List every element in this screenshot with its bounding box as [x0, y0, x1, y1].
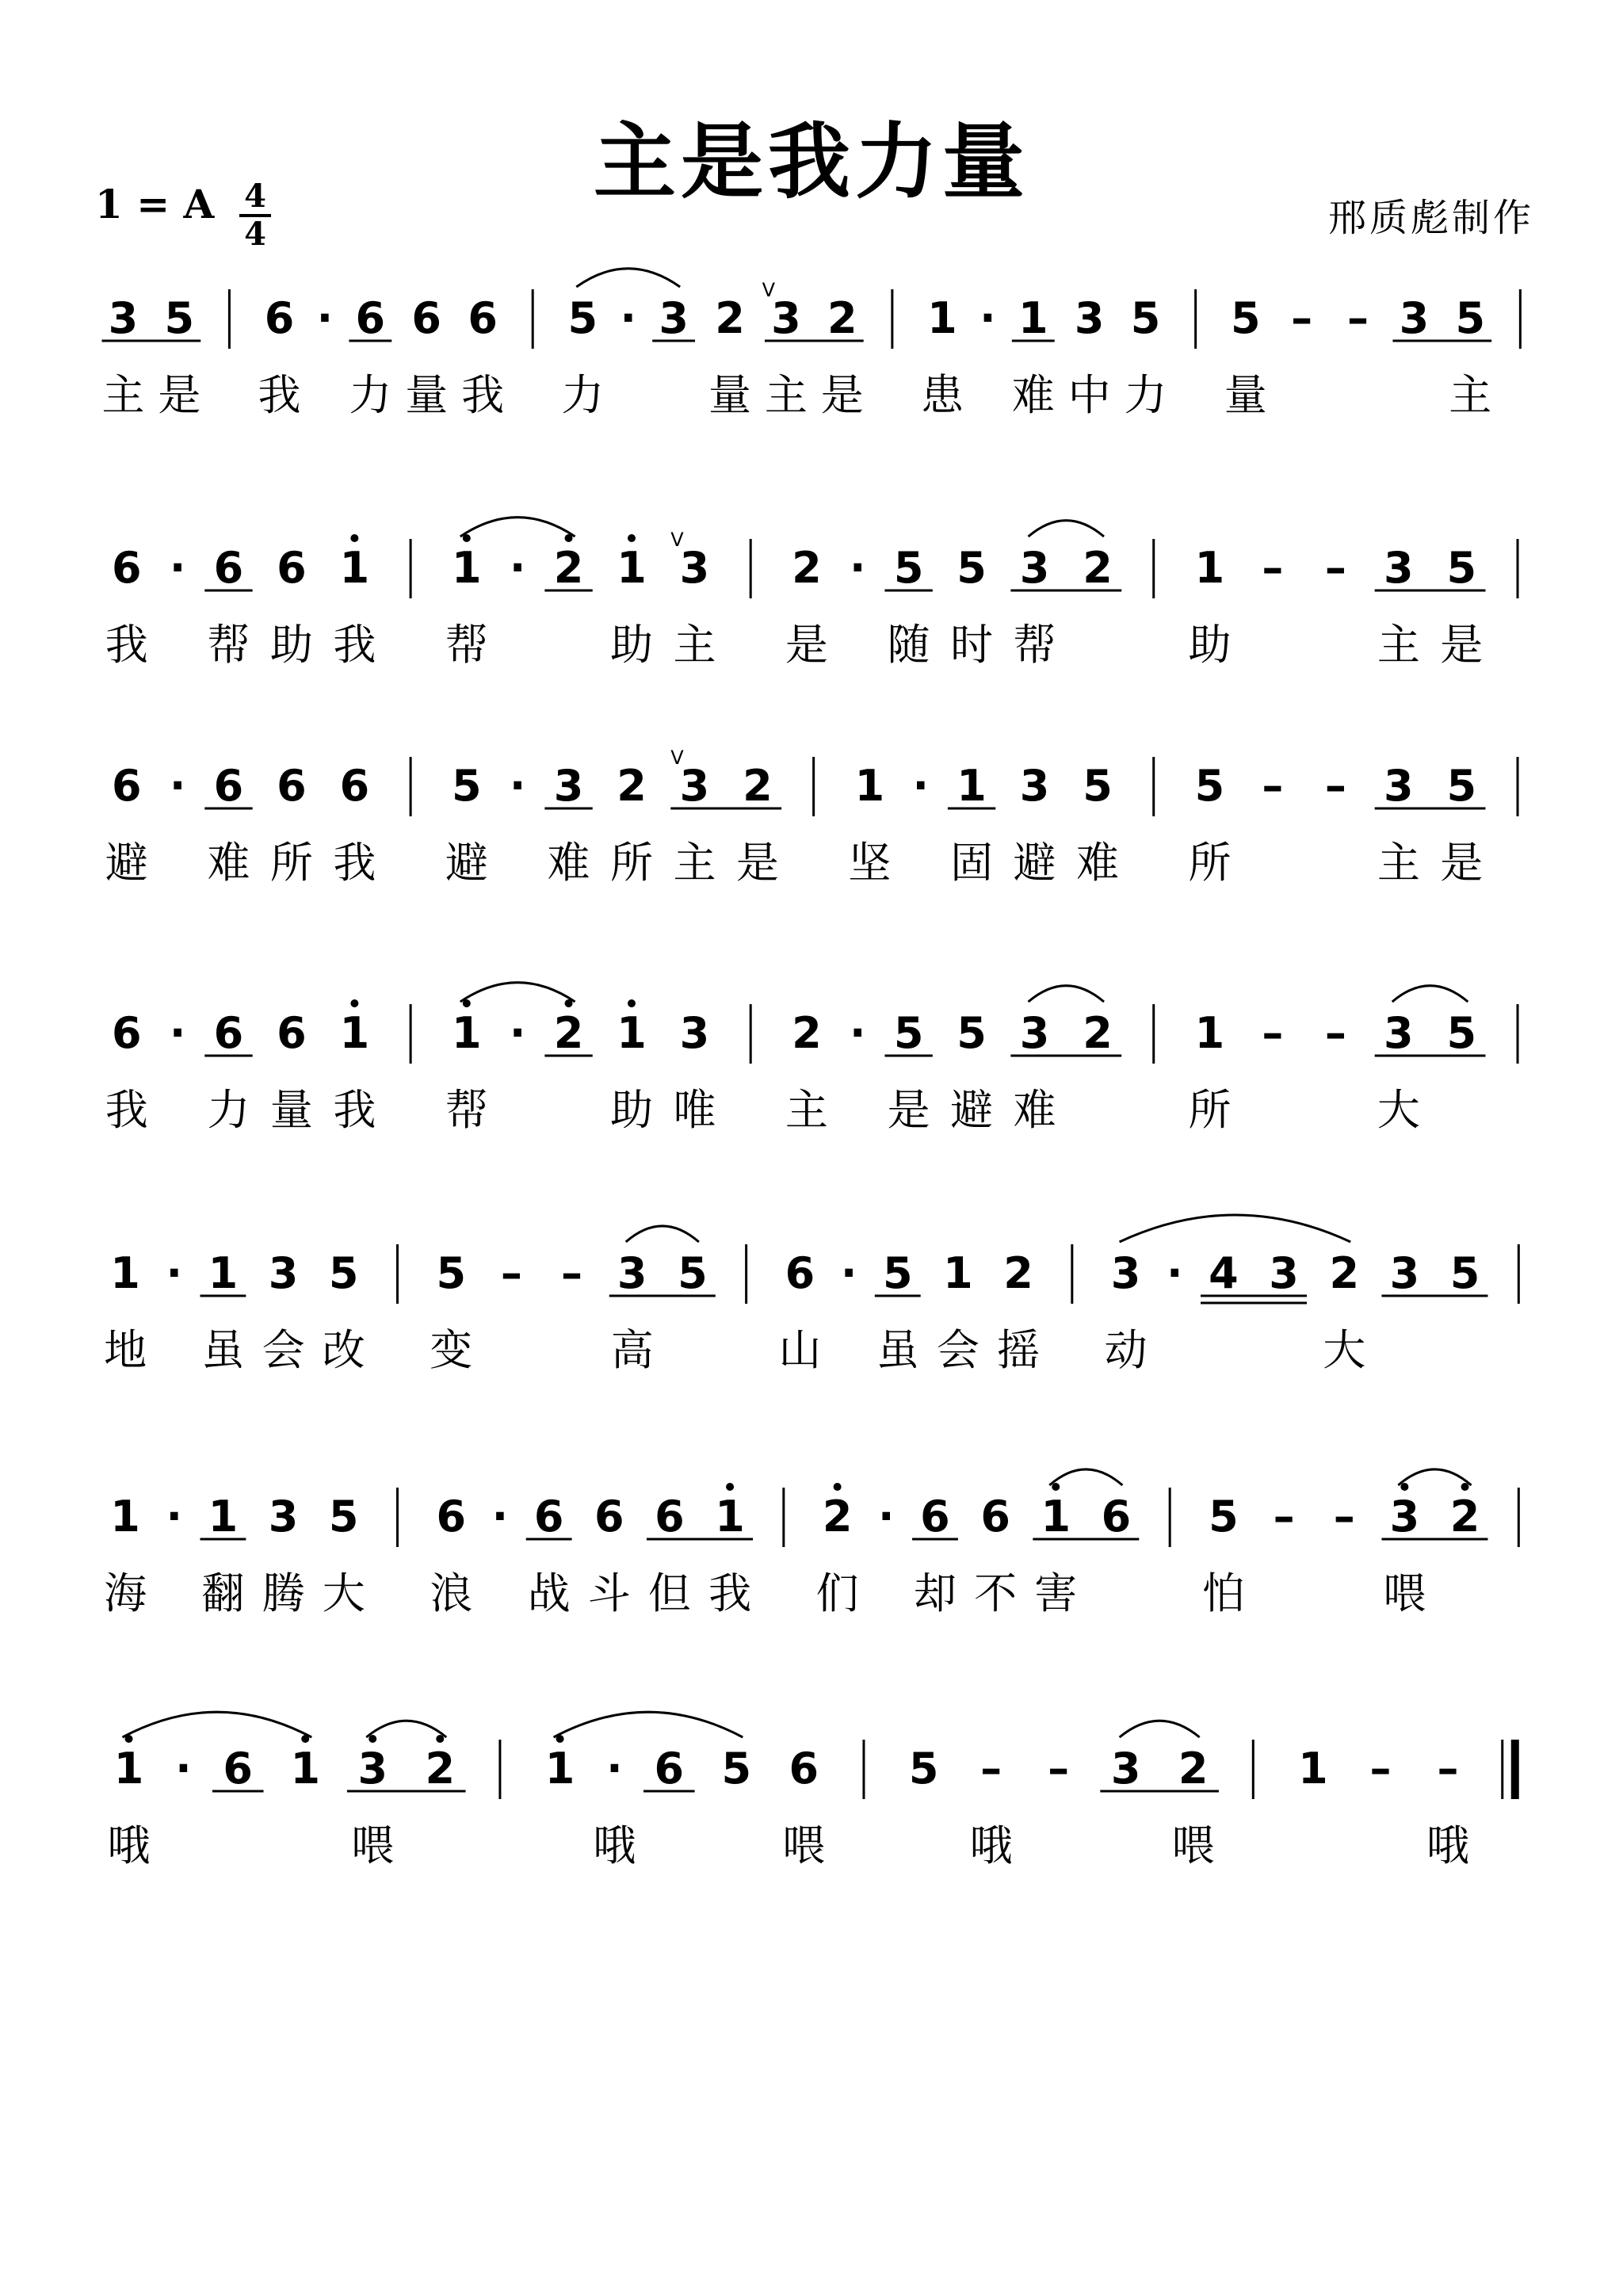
note: 3 — [268, 1248, 299, 1298]
lyric: 变 — [430, 1325, 473, 1375]
note: 5 — [1130, 293, 1161, 343]
note: 5 — [1446, 761, 1477, 811]
lyric: 力 — [349, 370, 392, 420]
lyric: 我 — [333, 1085, 376, 1135]
note: 3 — [1074, 293, 1105, 343]
note: 5 — [1230, 293, 1261, 343]
note: 3 — [553, 761, 584, 811]
lyric: 虽 — [201, 1325, 245, 1375]
lyric: 大 — [322, 1568, 365, 1618]
lyric: 帮 — [445, 620, 488, 670]
note: 6 — [223, 1744, 254, 1794]
lyric: 固 — [950, 838, 994, 888]
note: 6 — [213, 761, 244, 811]
note: 6 — [654, 1744, 685, 1794]
note: 1 — [957, 761, 987, 811]
dash-extension: – — [1291, 293, 1313, 343]
note: 2 — [743, 761, 773, 811]
lyric: 是 — [820, 370, 864, 420]
note: 3 — [1389, 1248, 1420, 1298]
note: 5 — [1455, 293, 1486, 343]
dash-extension: – — [1262, 543, 1284, 593]
note: 5 — [328, 1492, 359, 1541]
dash-extension: – — [561, 1248, 583, 1298]
lyric: 哦 — [107, 1820, 151, 1870]
note: 6 — [277, 1008, 307, 1058]
lyric: 腾 — [262, 1568, 305, 1618]
song-title: 主是我力量 — [593, 113, 1029, 210]
lyric: 量 — [405, 370, 449, 420]
note: 5 — [1449, 1248, 1480, 1298]
lyric: 但 — [647, 1568, 691, 1618]
note: 6 — [111, 1008, 142, 1058]
augmentation-dot: · — [169, 543, 186, 593]
note: 1 — [617, 1008, 647, 1058]
note: 6 — [980, 1492, 1010, 1541]
note: 2 — [1083, 543, 1113, 593]
lyric: 哦 — [1426, 1820, 1469, 1870]
note: 1 — [452, 1008, 482, 1058]
augmentation-dot: · — [850, 543, 866, 593]
lyric: 力 — [561, 370, 605, 420]
lyric: 虽 — [876, 1325, 919, 1375]
augmentation-dot: · — [606, 1744, 623, 1794]
lyric: 助 — [610, 620, 654, 670]
lyric: 帮 — [207, 620, 250, 670]
augmentation-dot: · — [509, 543, 526, 593]
lyric: 避 — [1013, 838, 1056, 888]
note: 2 — [553, 543, 584, 593]
augmentation-dot: · — [912, 761, 929, 811]
lyric: 主 — [1449, 370, 1492, 420]
note: 6 — [111, 761, 142, 811]
dash-extension: – — [1262, 761, 1284, 811]
dash-extension: – — [1048, 1744, 1070, 1794]
note: 2 — [425, 1744, 456, 1794]
lyric: 我 — [258, 370, 301, 420]
lyric: 帮 — [1013, 620, 1056, 670]
high-octave-dot — [1400, 1483, 1408, 1491]
key-signature: 1 = A — [95, 181, 215, 227]
slur — [1398, 1469, 1471, 1485]
author-credit: 邢质彪制作 — [1327, 196, 1534, 240]
slur — [626, 1226, 699, 1242]
lyric: 量 — [269, 1085, 313, 1135]
note: 6 — [411, 293, 442, 343]
note: 3 — [1384, 761, 1414, 811]
note: 6 — [594, 1492, 624, 1541]
note: 6 — [468, 293, 498, 343]
note: 3 — [1389, 1492, 1420, 1541]
high-octave-dot — [436, 1735, 444, 1743]
note: 6 — [213, 1008, 244, 1058]
lyric: 避 — [445, 838, 488, 888]
dash-extension: – — [1273, 1492, 1295, 1541]
lyric: 浪 — [430, 1568, 473, 1618]
slur — [1120, 1721, 1200, 1737]
lyric: 改 — [322, 1325, 365, 1375]
note: 6 — [213, 543, 244, 593]
augmentation-dot: · — [166, 1248, 183, 1298]
lyric: 量 — [1224, 370, 1267, 420]
lyric: 却 — [913, 1568, 957, 1618]
lyric: 避 — [950, 1085, 994, 1135]
breath-mark: V — [670, 529, 684, 551]
slur — [1120, 1215, 1351, 1242]
note: 5 — [957, 543, 987, 593]
note: 1 — [208, 1248, 239, 1298]
lyric: 是 — [1440, 620, 1484, 670]
note: 3 — [1110, 1248, 1141, 1298]
lyric: 中 — [1067, 370, 1111, 420]
lyric: 喂 — [1171, 1820, 1215, 1870]
lyric: 我 — [105, 620, 148, 670]
lyric: 会 — [936, 1325, 980, 1375]
note: 1 — [1041, 1492, 1071, 1541]
note: 1 — [1298, 1744, 1328, 1794]
lyric: 主 — [101, 370, 145, 420]
note: 5 — [893, 1008, 924, 1058]
lyric: 避 — [105, 838, 148, 888]
note: 3 — [1399, 293, 1430, 343]
augmentation-dot: · — [840, 1248, 857, 1298]
note: 2 — [827, 293, 857, 343]
note: 4 — [1209, 1248, 1239, 1298]
note: 5 — [957, 1008, 987, 1058]
note: 1 — [339, 543, 370, 593]
lyric: 是 — [887, 1085, 930, 1135]
note: 5 — [328, 1248, 359, 1298]
note: 1 — [110, 1492, 140, 1541]
note: 6 — [533, 1492, 564, 1541]
high-octave-dot — [350, 534, 358, 542]
lyric: 主 — [764, 370, 808, 420]
note: 6 — [436, 1492, 467, 1541]
note: 6 — [277, 543, 307, 593]
dash-extension: – — [1262, 1008, 1284, 1058]
note: 3 — [1269, 1248, 1299, 1298]
lyric: 主 — [1377, 838, 1420, 888]
note: 5 — [436, 1248, 467, 1298]
lyric: 是 — [1440, 838, 1484, 888]
slur — [576, 269, 680, 287]
note: 3 — [357, 1744, 388, 1794]
note: 2 — [822, 1492, 853, 1541]
slur — [1029, 521, 1104, 537]
lyric: 们 — [815, 1568, 859, 1618]
note: 3 — [679, 543, 710, 593]
lyric: 动 — [1104, 1325, 1148, 1375]
lyric: 我 — [333, 838, 376, 888]
lyric: 难 — [1013, 1085, 1056, 1135]
lyric: 我 — [333, 620, 376, 670]
note: 3 — [1019, 543, 1050, 593]
high-octave-dot — [834, 1483, 842, 1491]
slur — [1049, 1469, 1122, 1485]
note: 5 — [908, 1744, 939, 1794]
lyric: 难 — [207, 838, 250, 888]
augmentation-dot: · — [169, 761, 186, 811]
note: 2 — [1003, 1248, 1033, 1298]
augmentation-dot: · — [509, 1008, 526, 1058]
high-octave-dot — [726, 1483, 734, 1491]
high-octave-dot — [628, 999, 636, 1007]
note: 2 — [1178, 1744, 1209, 1794]
lyric: 所 — [1188, 838, 1232, 888]
augmentation-dot: · — [316, 293, 334, 343]
time-signature-top: 4 — [244, 178, 266, 215]
lyric: 怕 — [1201, 1568, 1245, 1618]
note: 1 — [854, 761, 885, 811]
dash-extension: – — [1346, 293, 1369, 343]
dash-extension: – — [980, 1744, 1002, 1794]
high-octave-dot — [1461, 1483, 1469, 1491]
note: 5 — [164, 293, 195, 343]
note: 5 — [721, 1744, 752, 1794]
lyric: 我 — [105, 1085, 148, 1135]
note: 5 — [893, 543, 924, 593]
lyric: 喂 — [351, 1820, 395, 1870]
note: 3 — [1384, 543, 1414, 593]
lyric: 难 — [1076, 838, 1120, 888]
time-signature-bottom: 4 — [244, 216, 266, 253]
lyric: 助 — [269, 620, 313, 670]
dash-extension: – — [500, 1248, 522, 1298]
note: 5 — [1083, 761, 1113, 811]
note: 5 — [1194, 761, 1225, 811]
note: 1 — [1018, 293, 1048, 343]
note: 3 — [1019, 1008, 1050, 1058]
note: 2 — [792, 543, 822, 593]
augmentation-dot: · — [175, 1744, 192, 1794]
lyric: 助 — [1188, 620, 1232, 670]
lyric: 所 — [610, 838, 654, 888]
note: 6 — [920, 1492, 950, 1541]
note: 3 — [679, 1008, 710, 1058]
lyric: 哦 — [969, 1820, 1013, 1870]
lyric: 喂 — [782, 1820, 826, 1870]
augmentation-dot: · — [1167, 1248, 1183, 1298]
dash-extension: – — [1324, 761, 1346, 811]
augmentation-dot: · — [620, 293, 636, 343]
note: 1 — [208, 1492, 239, 1541]
lyric: 我 — [461, 370, 505, 420]
note: 5 — [567, 293, 598, 343]
dash-extension: – — [1333, 1492, 1355, 1541]
note: 6 — [277, 761, 307, 811]
lyric: 是 — [785, 620, 828, 670]
breath-mark: V — [762, 279, 776, 301]
note: 1 — [1194, 1008, 1225, 1058]
note: 3 — [679, 761, 710, 811]
dash-extension: – — [1437, 1744, 1459, 1794]
note: 1 — [339, 1008, 370, 1058]
lyric: 主 — [673, 620, 716, 670]
note: 3 — [1384, 1008, 1414, 1058]
high-octave-dot — [1052, 1483, 1060, 1491]
augmentation-dot: · — [980, 293, 996, 343]
lyric: 助 — [610, 1085, 654, 1135]
lyric: 是 — [158, 370, 201, 420]
note: 1 — [943, 1248, 973, 1298]
lyric: 患 — [920, 370, 964, 420]
note: 2 — [553, 1008, 584, 1058]
lyric: 翻 — [201, 1568, 245, 1618]
note: 2 — [1329, 1248, 1360, 1298]
lyric: 难 — [1011, 370, 1055, 420]
note: 3 — [108, 293, 139, 343]
high-octave-dot — [350, 999, 358, 1007]
slur — [460, 518, 575, 537]
note: 2 — [1083, 1008, 1113, 1058]
lyric: 所 — [1188, 1085, 1232, 1135]
note: 3 — [1019, 761, 1050, 811]
note: 6 — [111, 543, 142, 593]
augmentation-dot: · — [166, 1492, 183, 1541]
augmentation-dot: · — [850, 1008, 866, 1058]
slur — [1392, 986, 1468, 1002]
note: 1 — [544, 1744, 575, 1794]
lyric: 大 — [1377, 1085, 1420, 1135]
note: 1 — [927, 293, 957, 343]
dash-extension: – — [1324, 1008, 1346, 1058]
lyric: 地 — [104, 1325, 147, 1375]
lyric: 我 — [708, 1568, 752, 1618]
lyric: 量 — [708, 370, 752, 420]
lyric: 主 — [785, 1085, 828, 1135]
note: 1 — [1194, 543, 1225, 593]
lyric: 时 — [950, 620, 994, 670]
note: 6 — [789, 1744, 819, 1794]
note: 1 — [290, 1744, 321, 1794]
note: 3 — [771, 293, 801, 343]
lyric: 大 — [1323, 1325, 1366, 1375]
lyric: 摇 — [997, 1325, 1041, 1375]
lyric: 坚 — [848, 838, 892, 888]
high-octave-dot — [369, 1735, 376, 1743]
slur — [1029, 986, 1104, 1002]
note: 3 — [659, 293, 689, 343]
note: 1 — [452, 543, 482, 593]
note: 5 — [1446, 543, 1477, 593]
slur — [366, 1721, 446, 1737]
augmentation-dot: · — [169, 1008, 186, 1058]
lyric: 喂 — [1383, 1568, 1426, 1618]
note: 2 — [792, 1008, 822, 1058]
note: 5 — [1209, 1492, 1239, 1541]
note: 2 — [617, 761, 647, 811]
note: 3 — [617, 1248, 647, 1298]
lyric: 力 — [1124, 370, 1167, 420]
note: 6 — [339, 761, 370, 811]
note: 2 — [1449, 1492, 1480, 1541]
lyric: 高 — [610, 1325, 654, 1375]
slur — [123, 1712, 312, 1737]
note: 2 — [715, 293, 745, 343]
lyric: 会 — [262, 1325, 305, 1375]
lyric: 帮 — [445, 1085, 488, 1135]
lyric: 随 — [887, 620, 930, 670]
note: 1 — [617, 543, 647, 593]
note: 1 — [113, 1744, 144, 1794]
note: 5 — [678, 1248, 708, 1298]
augmentation-dot: · — [509, 761, 526, 811]
lyric: 主 — [673, 838, 716, 888]
augmentation-dot: · — [878, 1492, 895, 1541]
note: 3 — [1110, 1744, 1141, 1794]
note: 5 — [452, 761, 482, 811]
lyric: 战 — [527, 1568, 571, 1618]
lyric: 不 — [974, 1568, 1018, 1618]
lyric: 难 — [547, 838, 590, 888]
breath-mark: V — [670, 747, 684, 769]
dash-extension: – — [1324, 543, 1346, 593]
lyric: 是 — [735, 838, 779, 888]
note: 3 — [268, 1492, 299, 1541]
note: 1 — [715, 1492, 745, 1541]
high-octave-dot — [628, 534, 636, 542]
note: 1 — [110, 1248, 140, 1298]
slur — [554, 1712, 743, 1737]
slur — [460, 983, 575, 1002]
note: 5 — [1446, 1008, 1477, 1058]
note: 6 — [1101, 1492, 1132, 1541]
augmentation-dot: · — [491, 1492, 509, 1541]
note: 6 — [785, 1248, 815, 1298]
lyric: 斗 — [587, 1568, 631, 1618]
lyric: 害 — [1034, 1568, 1078, 1618]
note: 6 — [264, 293, 295, 343]
lyric: 海 — [104, 1568, 147, 1618]
lyric: 山 — [778, 1325, 822, 1375]
lyric: 唯 — [673, 1085, 716, 1135]
note: 6 — [655, 1492, 685, 1541]
lyric: 哦 — [593, 1820, 636, 1870]
note: 6 — [355, 293, 386, 343]
lyric: 主 — [1377, 620, 1420, 670]
note: 5 — [882, 1248, 913, 1298]
dash-extension: – — [1369, 1744, 1392, 1794]
lyric: 所 — [269, 838, 313, 888]
lyric: 力 — [207, 1085, 250, 1135]
